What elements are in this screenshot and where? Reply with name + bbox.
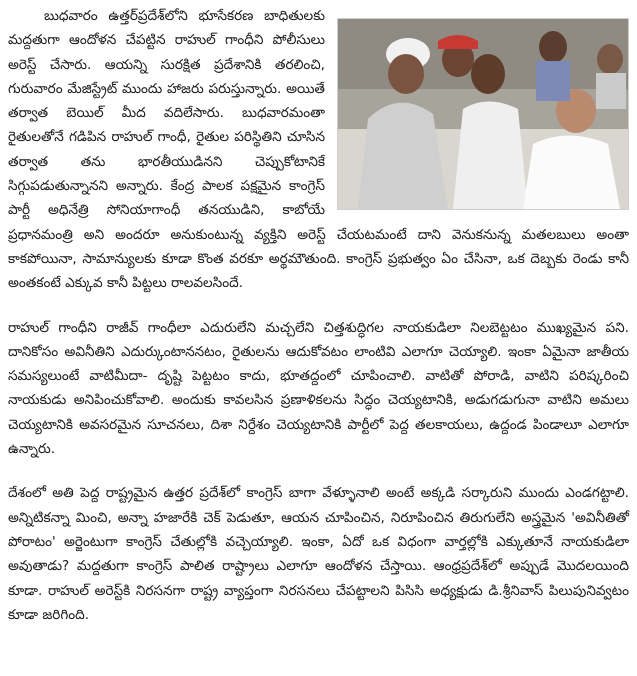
- news-photo-icon: [338, 19, 628, 209]
- article-paragraph-3: దేశంలో అతి పెద్ద రాష్ట్రమైన ఉత్తర ప్రదేశ్‌లో కాంగ్రెస్ బాగా వేళ్ళూనాలి అంటే అక్కడి సర్కారుని ముందు ఎండగట్టాలి. అన్నిటికన్నా మించి, అన్నా హజారేకి చెక్ పెడుతూ, ఆయన చూపించిన, నిరూపించిన తిరుగులేని అస్త్రమైన 'అవినీతితో పోరాటం' అర్జెంటుగా కాంగ్రెస్ చేతుల్లోకి వచ్చెయ్యాలి. ఇంకా, ఏదో ఒక విధంగా వార్తల్లోకి ఎక్కుతూనే నాయకుడిలా అవుతాడు? మద్దతుగా కాంగ్రెస్ పాలిత రాష్ట్రాలు ఎలాగూ ఆందోళన చేస్తాయి. ఆంధ్రప్రదేశ్‌లో అప్పుడే మొదలయింది కూడా. రాహుల్ అరెస్ట్‌కి నిరసనగా రాష్ట్ర వ్యాప్తంగా నిరసనలు చేపట్టాలని పిసిసి అధ్యక్షుడు డి.శ్రీనివాస్ పిలుపునివ్వటం కూడా జరిగింది.: [8, 485, 629, 623]
- article-paragraph-2: రాహుల్ గాంధీని రాజీవ్ గాంధీలా ఎదురులేని మచ్చలేని చిత్తశుద్ధిగల నాయకుడిలా నిలబెట్టటం ముఖ్యమైన పని. దానికోసం అవినీతిని ఎదుర్కుంటాననటం, రైతులను ఆదుకోవటం లాంటివి ఎలాగూ చెయ్యాలి. ఇంకా ఏమైనా జాతీయ సమస్యలుంటే వాటిమీదా- దృష్టి పెట్టటం కాదు, భూతద్దంలో చూపించాలి. వాటితో పోరాడి, వాటిని పరిష్కరించి నాయకుడు అనిపించుకోవాలి. అందుకు కావలసిన ప్రణాళికలను సిద్ధం చెయ్యటానికి, అడుగడుగునా వాటిని అమలు చెయ్యటానికి అవసరమైన సూచనలు, దిశా నిర్దేశం చెయ్యటానికి పార్టీలో పెద్ద తలకాయలు, ఉద్దండ పిండాలూ ఎలాగూ ఉన్నారు.: [8, 319, 629, 458]
- article-paragraph-1: బుధవారం ఉత్తర్‌ప్రదేశ్‌లోని భూసేకరణ బాధితులకు మద్దతుగా ఆందోళన చేపట్టిన రాహుల్ గాంధీని పోలీసులు అరెస్ట్ చేసారు. ఆయన్ని సురక్షిత ప్రదేశానికి తరలించి, గురువారం మేజిస్ట్రేట్ ముందు హాజరు పరుస్తున్నారు. అయితే తర్వాత బెయిల్ మీద వదిలేసారు. బుధవారమంతా రైతులతోనే గడిపిన రాహుల్ గాంధీ, రైతుల పరిస్థితిని చూసిన తర్వాత తను భారతీయుడినని చెప్పుకోటానికే సిగ్గుపడుతున్నానని అన్నారు. కేంద్ర పాలక పక్షమైన కాంగ్రెస్ పార్టీ అధినేత్రి సోనియాగాంధీ తనయుడిని, కాబోయే ప్రధానమంత్రి అని అందరూ అనుకుంటున్న వ్యక్తిని అరెస్ట్ చేయటమంటే దాని వెనుకనున్న మతలబులు అంతా కాకపోయినా, సామాన్యులకు కూడా కొంత వరకూ అర్థమౌతుంది. కాంగ్రెస్ ప్రభుత్వం ఏం చేసినా, ఒక దెబ్బకు రెండు కానీ అంతకంటే ఎక్కువ కానీ పిట్టలు రాలవలసిందే.: [8, 8, 629, 292]
- news-photo: [337, 18, 629, 210]
